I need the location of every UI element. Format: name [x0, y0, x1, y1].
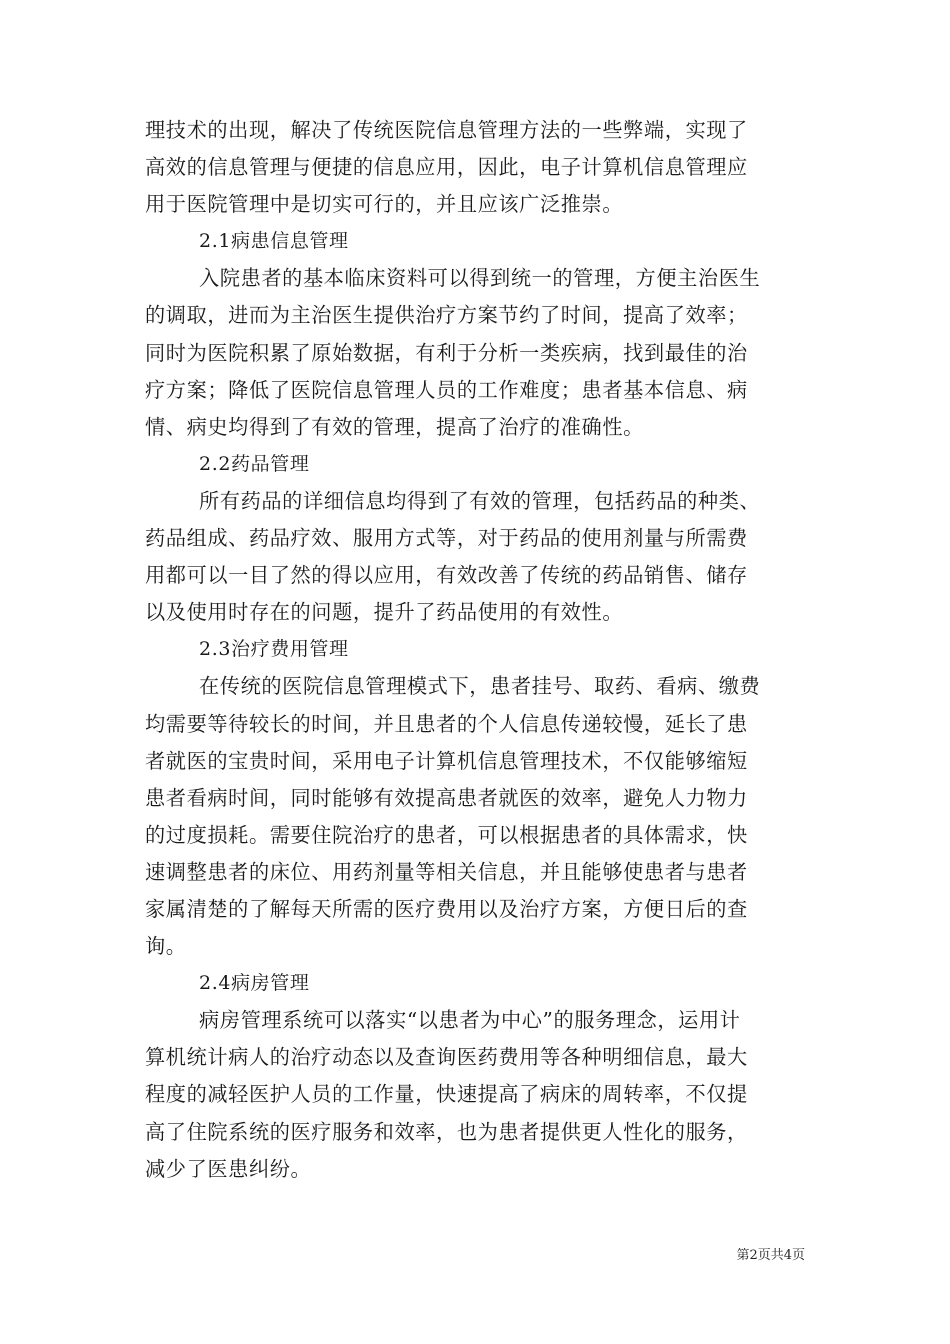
text-line: 速调整患者的床位、用药剂量等相关信息，并且能够使患者与患者: [145, 859, 748, 884]
section-heading: 2.2药品管理: [199, 452, 310, 475]
text-line: 家属清楚的了解每天所需的医疗费用以及治疗方案，方便日后的查: [145, 896, 748, 921]
section-heading: 2.3治疗费用管理: [199, 638, 349, 661]
text-line: 情、病史均得到了有效的管理，提高了治疗的准确性。: [145, 414, 644, 439]
text-line: 所有药品的详细信息均得到了有效的管理，包括药品的种类、: [199, 488, 761, 513]
text-line: 以及使用时存在的问题，提升了药品使用的有效性。: [145, 600, 624, 625]
text-line: 的过度损耗。需要住院治疗的患者，可以根据患者的具体需求，快: [145, 822, 748, 847]
text-line: 高了住院系统的医疗服务和效率，也为患者提供更人性化的服务，: [145, 1119, 748, 1144]
text-line: 病房管理系统可以落实“以患者为中心”的服务理念，运用计: [199, 1008, 741, 1033]
text-line: 药品组成、药品疗效、服用方式等，对于药品的使用剂量与所需费: [145, 526, 748, 551]
text-line: 理技术的出现，解决了传统医院信息管理方法的一些弊端，实现了: [145, 118, 748, 142]
text-line: 减少了医患纠纷。: [145, 1156, 312, 1181]
text-line: 在传统的医院信息管理模式下，患者挂号、取药、看病、缴费: [199, 674, 761, 699]
text-line: 程度的减轻医护人员的工作量，快速提高了病床的周转率，不仅提: [145, 1082, 748, 1107]
text-line: 高效的信息管理与便捷的信息应用，因此，电子计算机信息管理应: [145, 155, 748, 180]
text-line: 用都可以一目了然的得以应用，有效改善了传统的药品销售、储存: [145, 563, 748, 588]
text-line: 患者看病时间，同时能够有效提高患者就医的效率，避免人力物力: [145, 785, 748, 810]
section-heading: 2.1病患信息管理: [199, 230, 349, 253]
text-line: 者就医的宝贵时间，采用电子计算机信息管理技术，不仅能够缩短: [145, 748, 748, 773]
text-line: 均需要等待较长的时间，并且患者的个人信息传递较慢，延长了患: [145, 711, 748, 736]
section-heading: 2.4病房管理: [199, 972, 310, 995]
document-body: [145, 112, 810, 1188]
text-line: 算机统计病人的治疗动态以及查询医药费用等各种明细信息，最大: [145, 1045, 748, 1070]
text-line: 入院患者的基本临床资料可以得到统一的管理，方便主治医生: [199, 266, 761, 291]
text-line: 询。: [145, 934, 187, 959]
text-line: 同时为医院积累了原始数据，有利于分析一类疾病，找到最佳的治: [145, 340, 748, 365]
text-line: 疗方案；降低了医院信息管理人员的工作难度；患者基本信息、病: [145, 377, 748, 402]
text-line: 用于医院管理中是切实可行的，并且应该广泛推崇。: [145, 192, 624, 217]
page-number: 第2页共4页: [736, 1248, 805, 1263]
text-line: 的调取，进而为主治医生提供治疗方案节约了时间，提高了效率；: [145, 303, 748, 328]
